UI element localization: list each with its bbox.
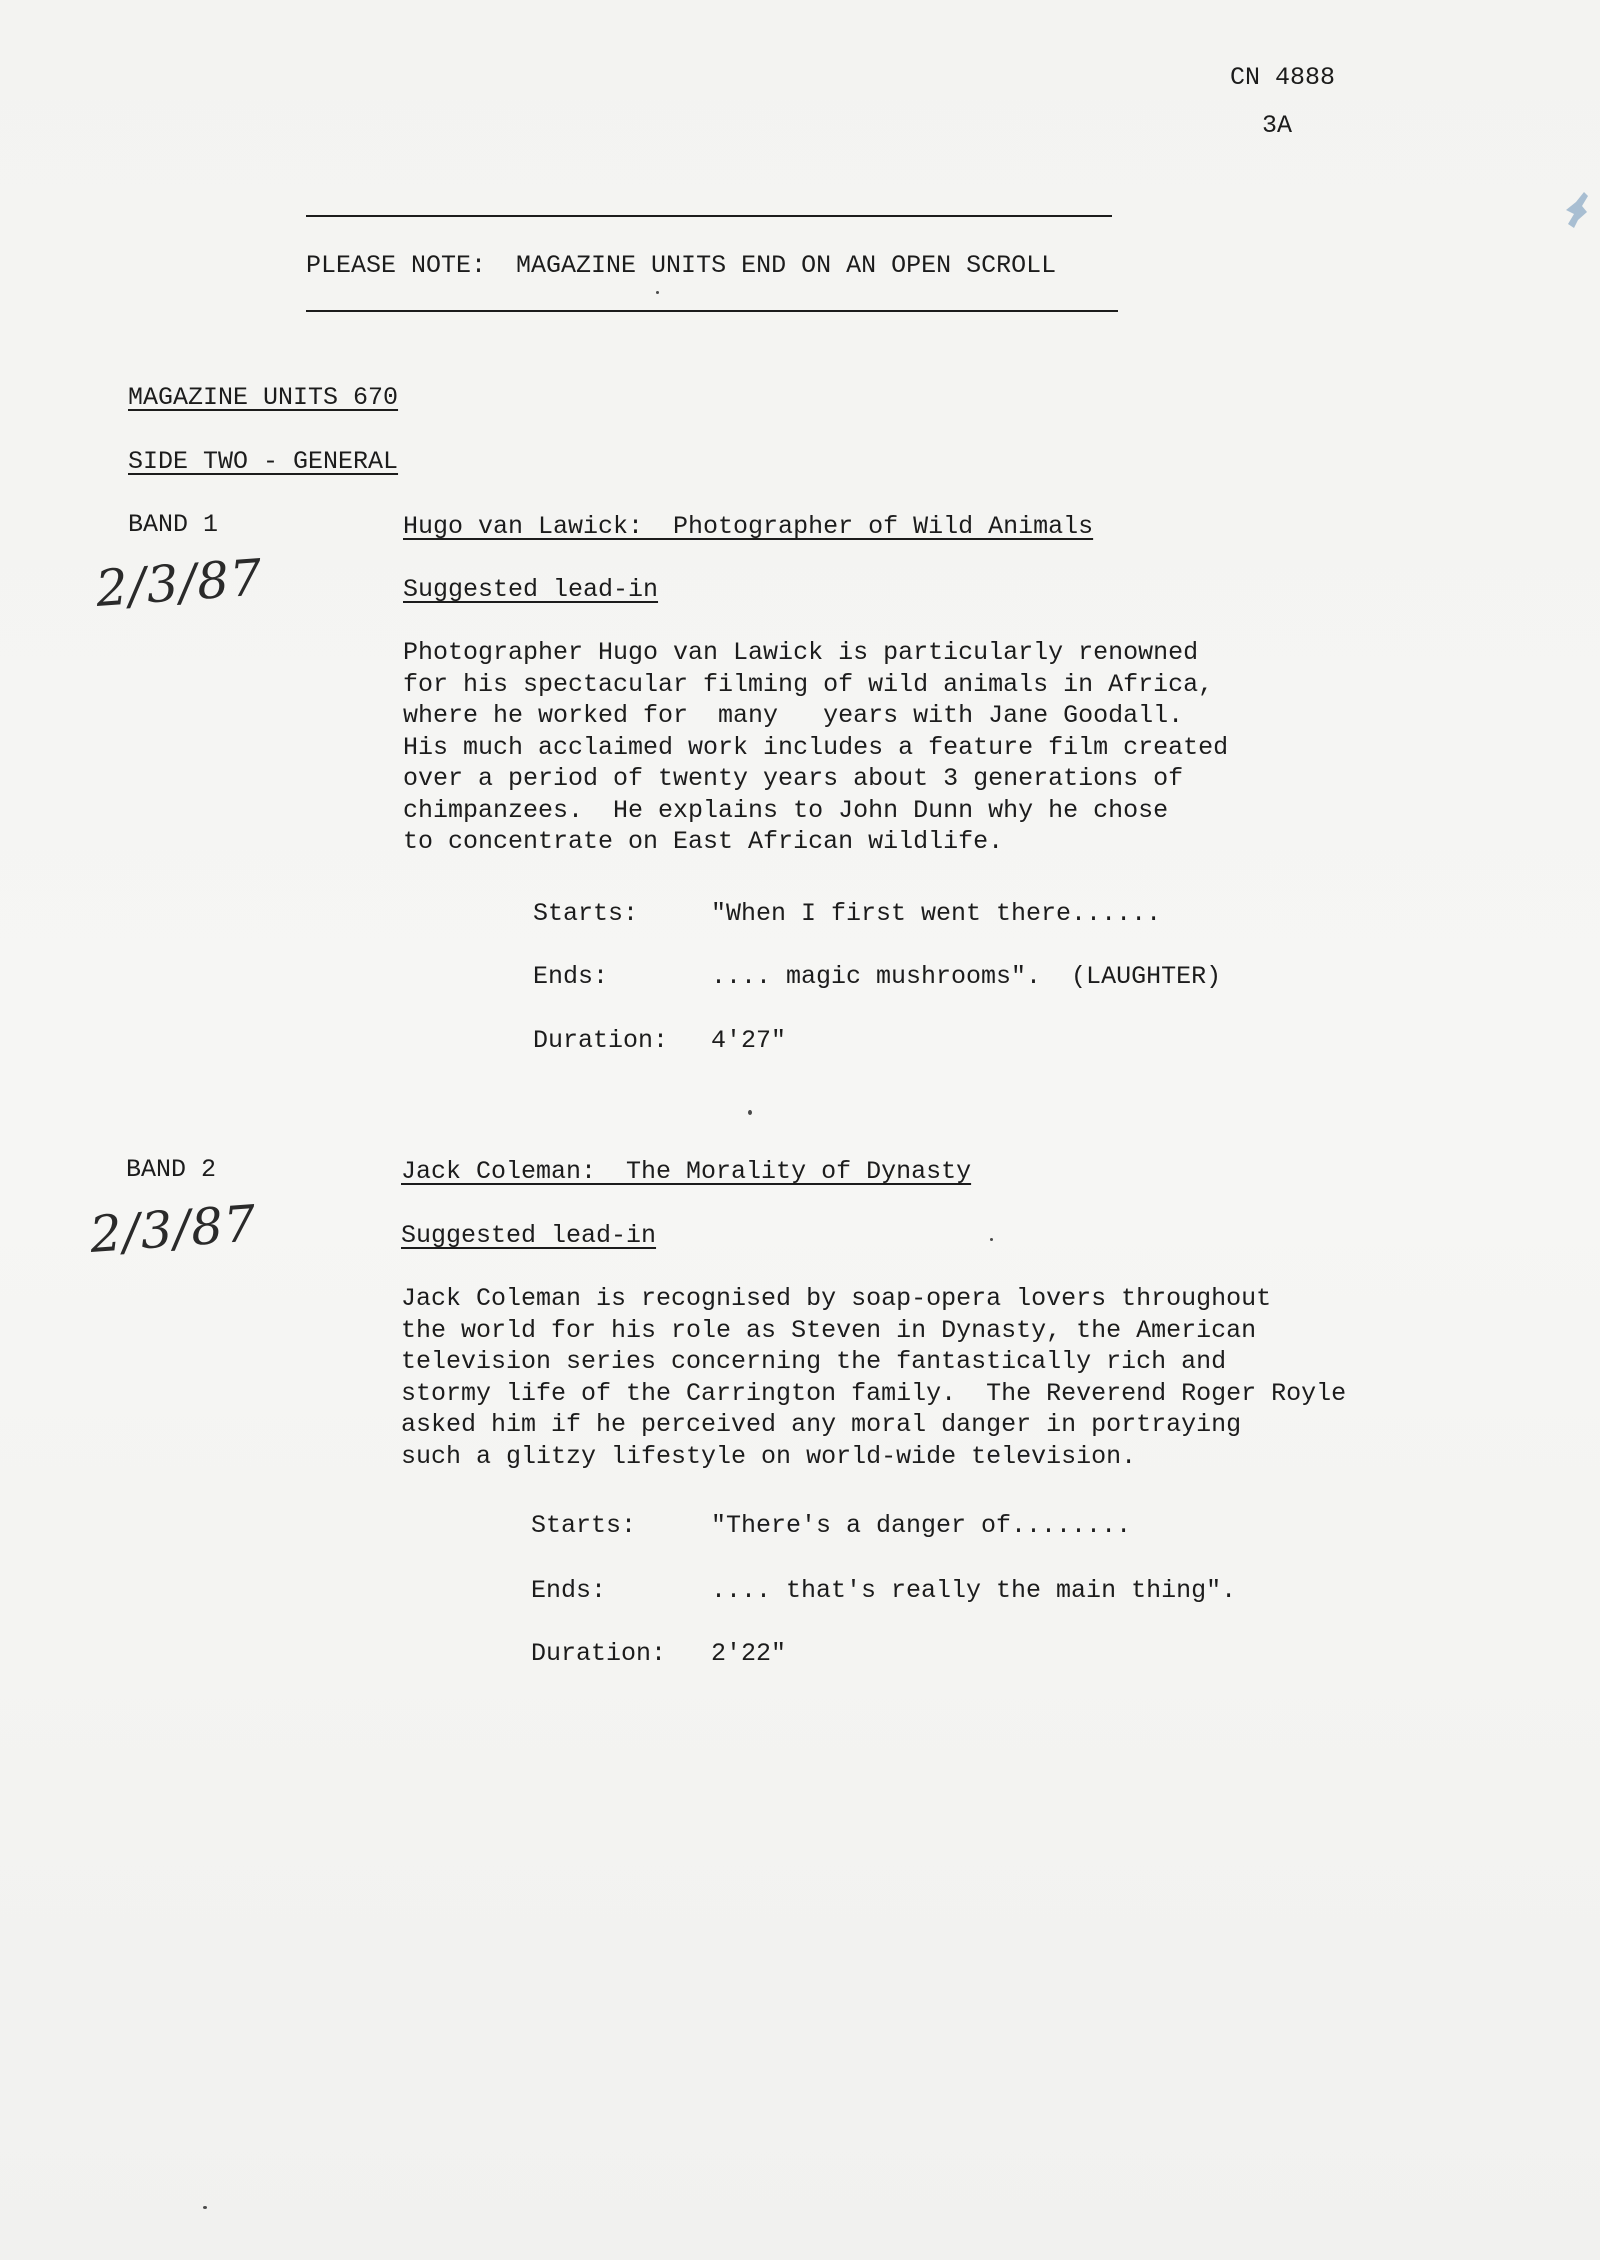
band-label: BAND 1	[128, 510, 219, 539]
paper-speck	[990, 1238, 993, 1241]
handwritten-date: 2/3/87	[93, 548, 265, 618]
leadin-line: television series concerning the fantastically rich and	[401, 1347, 1227, 1376]
leadin-line: for his spectacular filming of wild animals in Africa,	[403, 669, 1214, 699]
starts-value: "There's a danger of........	[711, 1511, 1132, 1540]
section-title: MAGAZINE UNITS 670	[128, 383, 399, 412]
band-label: BAND 2	[126, 1155, 217, 1184]
notice-text: PLEASE NOTE: MAGAZINE UNITS END ON AN OPEN SCROLL	[306, 251, 1057, 280]
band-title: Hugo van Lawick: Photographer of Wild Animals	[403, 512, 1094, 541]
leadin-heading: Suggested lead-in	[401, 1221, 657, 1250]
leadin-line: the world for his role as Steven in Dynasty, the American	[401, 1315, 1257, 1345]
paper-speck	[656, 291, 659, 294]
duration-value: 2'22"	[711, 1639, 787, 1668]
ends-label: Ends:	[533, 962, 609, 991]
leadin-paragraph	[401, 1283, 1346, 1472]
section-subtitle: SIDE TWO - GENERAL	[128, 447, 399, 476]
leadin-line: chimpanzees. He explains to John Dunn why he chose	[403, 795, 1169, 825]
ends-label: Ends:	[531, 1576, 607, 1605]
ink-stain-icon	[1554, 190, 1590, 230]
ends-value: .... that's really the main thing".	[711, 1576, 1237, 1605]
notice-bottom-rule	[306, 310, 1118, 312]
leadin-line: where he worked for many years with Jane Goodall.	[403, 701, 1184, 730]
notice-top-rule	[306, 215, 1112, 217]
leadin-line: such a glitzy lifestyle on world-wide television.	[401, 1441, 1137, 1471]
starts-label: Starts:	[533, 899, 639, 928]
paper-speck	[203, 2206, 207, 2209]
duration-label: Duration:	[533, 1026, 669, 1055]
leadin-line: to concentrate on East African wildlife.	[403, 827, 1004, 856]
duration-value: 4'27"	[711, 1026, 787, 1055]
leadin-heading: Suggested lead-in	[403, 575, 659, 604]
leadin-paragraph	[403, 637, 1228, 858]
document-reference: CN 4888	[1230, 63, 1336, 92]
leadin-line: His much acclaimed work includes a feature film created	[403, 732, 1229, 762]
leadin-line: Photographer Hugo van Lawick is particularly renowned	[403, 638, 1199, 667]
band-title: Jack Coleman: The Morality of Dynasty	[401, 1157, 972, 1186]
handwritten-date: 2/3/87	[87, 1194, 259, 1264]
leadin-line: Jack Coleman is recognised by soap-opera lovers throughout	[401, 1284, 1272, 1313]
starts-label: Starts:	[531, 1511, 637, 1540]
duration-label: Duration:	[531, 1639, 667, 1668]
leadin-line: asked him if he perceived any moral danger in portraying	[401, 1410, 1242, 1439]
starts-value: "When I first went there......	[711, 899, 1162, 928]
paper-speck	[748, 1110, 752, 1115]
leadin-line: over a period of twenty years about 3 generations of	[403, 764, 1184, 793]
page-number: 3A	[1262, 111, 1293, 140]
ends-value: .... magic mushrooms". (LAUGHTER)	[711, 962, 1222, 991]
leadin-line: stormy life of the Carrington family. The Reverend Roger Royle	[401, 1378, 1347, 1408]
